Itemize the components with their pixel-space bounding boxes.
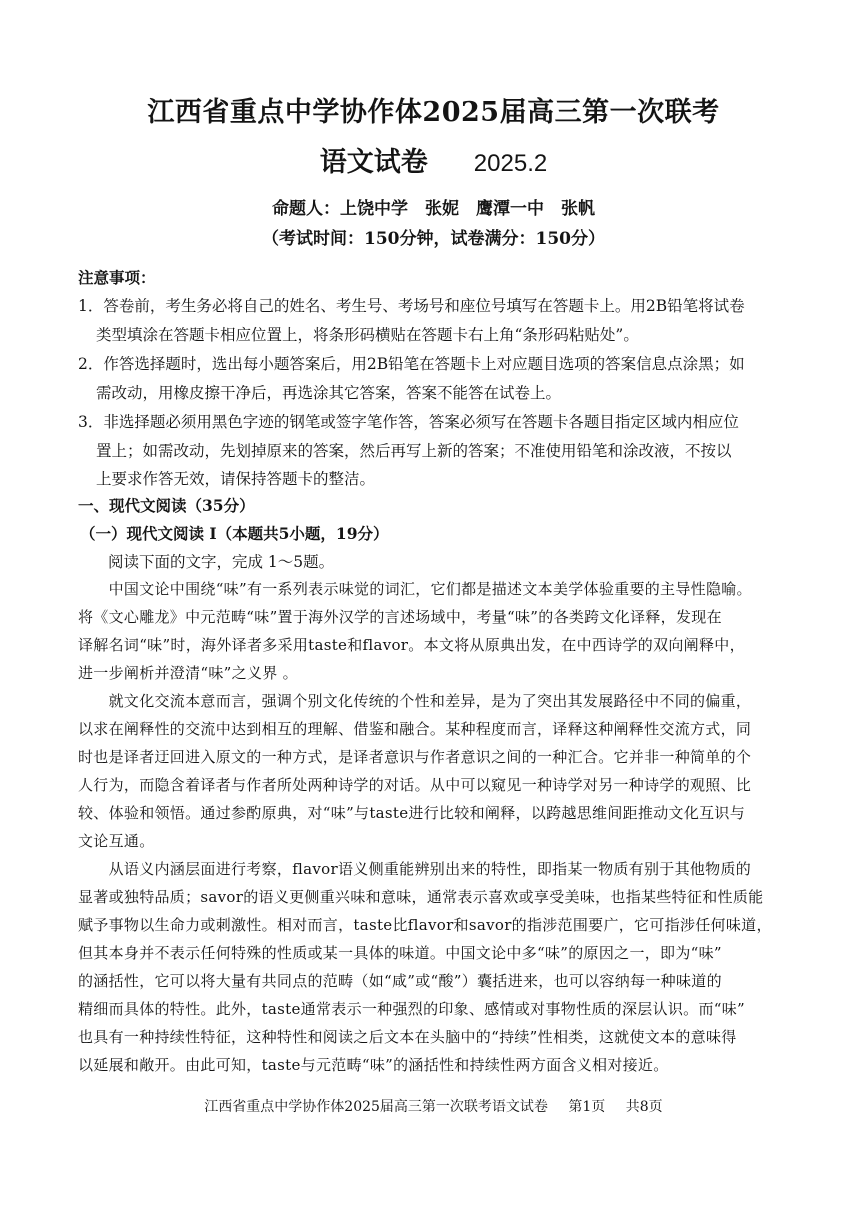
passage-p2-line-1: 就文化交流本意而言，强调个别文化传统的个性和差异，是为了突出其发展路径中不同的偏重， (78, 692, 752, 710)
passage-p3-line-7: 也具有一种持续性特征，这种特性和阅读之后文本在头脑中的“持续”性相类，这就使文本的意味得 (78, 1028, 737, 1046)
passage-p3-line-3: 赋予事物以生命力或刺激性。相对而言，taste比flavor和savor的指涉范围要广，它可指涉任何味道， (78, 916, 772, 934)
footer-exam-name: 江西省重点中学协作体2025届高三第一次联考语文试卷 (204, 1099, 548, 1115)
passage-p1-line-2: 将《文心雕龙》中元范畴“味”置于海外汉学的言述场域中，考量“味”的各类跨文化译释，发现在 (78, 608, 722, 626)
passage-p3-line-8: 以延展和敞开。由此可知，taste与元范畴“味”的涵括性和持续性两方面含义相对接近。 (78, 1056, 669, 1074)
passage-p1-line-3: 译解名词“味”时，海外译者多采用taste和flavor。本文将从原典出发，在中西诗学的双向阐释中， (78, 636, 745, 654)
notice-item-1-line-2: 类型填涂在答题卡相应位置上，将条形码横贴在答题卡右上角“条形码粘贴处”。 (96, 326, 639, 344)
notice-item-3-line-2: 置上；如需改动，先划掉原来的答案，然后再写上新的答案；不准使用铅笔和涂改液，不按以 (96, 442, 732, 460)
notice-item-3-line-1: 3．非选择题必须用黑色字迹的钢笔或签字笔作答，答案必须写在答题卡各题目指定区域内相应位 (78, 413, 739, 431)
notice-item-2-line-2: 需改动，用橡皮擦干净后，再选涂其它答案，答案不能答在试卷上。 (96, 384, 562, 402)
notice-heading: 注意事项： (78, 268, 156, 287)
sub-section-heading: （一）现代文阅读 I（本题共5小题，19分） (80, 524, 389, 543)
passage-p1-line-4: 进一步阐析并澄清“味”之义界 。 (78, 664, 298, 682)
passage-p3-line-1: 从语义内涵层面进行考察，flavor语义侧重能辨别出来的特性，即指某一物质有别于其他物质的 (78, 860, 752, 878)
passage-p2-line-2: 以求在阐释性的交流中达到相互的理解、借鉴和融合。某种程度而言，译释这种阐释性交流方式，同 (78, 720, 752, 738)
passage-p3-line-6: 精细而具体的特性。此外，taste通常表示一种强烈的印象、感情或对事物性质的深层认识。而“味” (78, 1000, 746, 1018)
exam-date: 2025.2 (473, 150, 548, 177)
notice-item-2-line-1: 2．作答选择题时，选出每小题答案后，用2B铅笔在答题卡上对应题目选项的答案信息点涂黑；如 (78, 355, 745, 373)
notice-item-3-line-3: 上要求作答无效，请保持答题卡的整洁。 (96, 470, 376, 488)
page-footer (0, 1096, 867, 1116)
exam-info: （考试时间：150分钟，试卷满分：150分） (262, 229, 605, 249)
passage-p2-line-3: 时也是译者迂回进入原文的一种方式，是译者意识与作者意识之间的一种汇合。它并非一种简单的个 (78, 748, 752, 766)
passage-p2-line-5: 较、体验和领悟。通过参酌原典，对“味”与taste进行比较和阐释，以跨越思维间距推动文化互识与 (78, 804, 746, 822)
passage-p3-line-5: 的涵括性，它可以将大量有共同点的范畴（如“咸”或“酸”）囊括进来，也可以容纳每一种味道的 (78, 972, 722, 990)
exam-title: 江西省重点中学协作体2025届高三第一次联考 (147, 97, 720, 128)
reading-instruction: 阅读下面的文字，完成 1～5题。 (108, 553, 335, 571)
section-heading: 一、现代文阅读（35分） (78, 496, 255, 515)
passage-p3-line-2: 显著或独特品质；savor的语义更侧重兴味和意味，通常表示喜欢或享受美味，也指某些特征和性质能 (78, 888, 764, 906)
passage-p2-line-4: 人行为，而隐含着译者与作者所处两种诗学的对话。从中可以窥见一种诗学对另一种诗学的观照、比 (78, 776, 752, 794)
question-setters: 命题人：上饶中学 张妮 鹰潭一中 张帆 (272, 199, 595, 219)
notice-item-1-line-1: 1．答卷前，考生务必将自己的姓名、考生号、考场号和座位号填写在答题卡上。用2B铅笔将试卷 (78, 297, 745, 315)
exam-subject-line (0, 140, 867, 179)
passage-p2-line-6: 文论互通。 (78, 832, 155, 850)
footer-total-pages: 共8页 (625, 1099, 663, 1115)
passage-p1-line-1: 中国文论中围绕“味”有一系列表示味觉的词汇，它们都是描述文本美学体验重要的主导性隐喻。 (78, 580, 752, 598)
passage-p3-line-4: 但其本身并不表示任何特殊的性质或某一具体的味道。中国文论中多“味”的原因之一，即为“味” (78, 944, 722, 962)
exam-subject: 语文试卷 (319, 147, 428, 178)
footer-page-number: 第1页 (568, 1099, 606, 1115)
